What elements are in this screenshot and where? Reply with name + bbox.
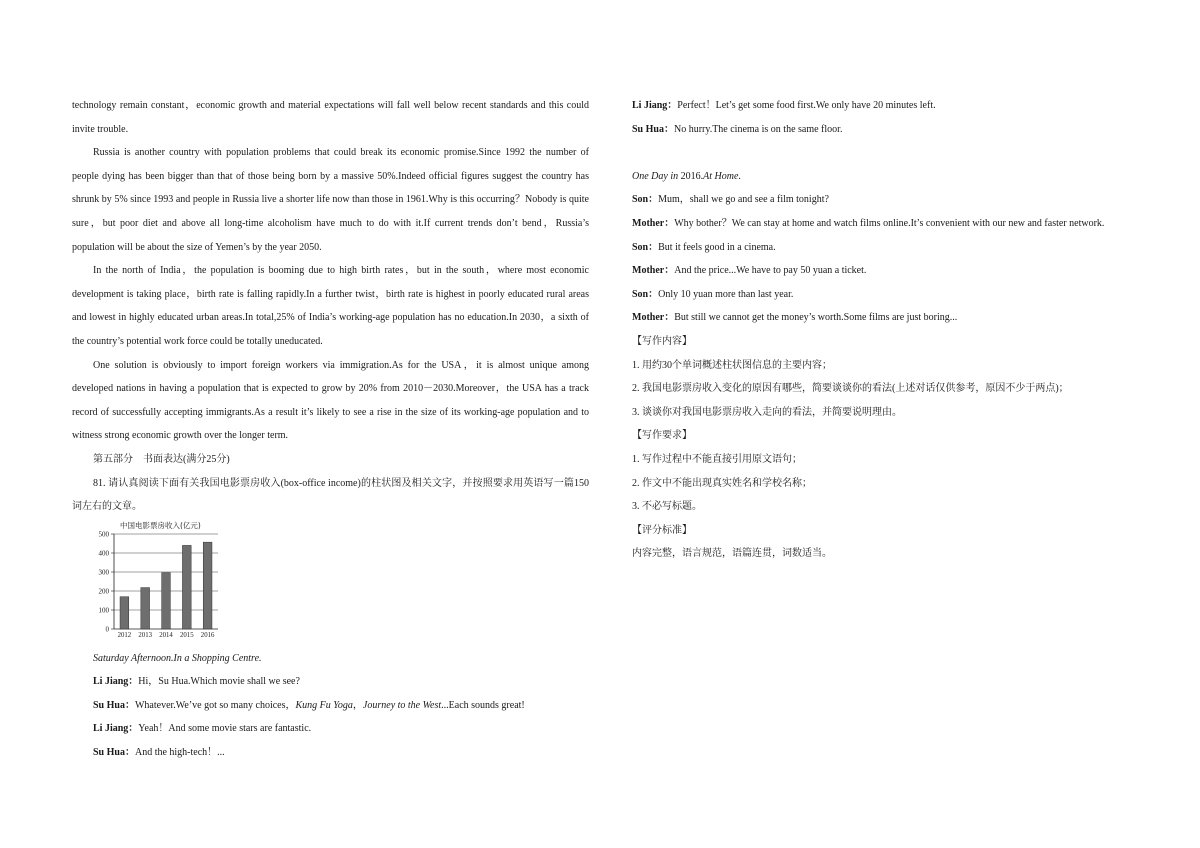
x-tick-label: 2015 <box>180 631 194 639</box>
y-tick-label: 0 <box>105 625 109 634</box>
speaker: Mother： <box>632 217 675 229</box>
film-title: Kung Fu Yoga <box>295 699 353 711</box>
scene-2-end: . <box>738 170 741 182</box>
dialogue-line <box>611 259 1128 283</box>
y-tick-label: 200 <box>98 587 109 596</box>
line-text: ...Each sounds great! <box>441 699 525 711</box>
heading-scoring: 【评分标准】 <box>632 524 692 536</box>
scene-1-text: Saturday Afternoon.In a Shopping Centre. <box>93 652 262 664</box>
scene-2-year: 2016. <box>678 170 704 182</box>
line-text: No hurry.The cinema is on the same floor. <box>673 123 843 135</box>
y-tick-label: 100 <box>98 606 109 615</box>
dialogue-line <box>72 741 589 765</box>
bar-2012 <box>120 596 129 628</box>
requirement-item-3: 3. 不必写标题。 <box>632 501 702 513</box>
scene-heading-1 <box>72 647 589 671</box>
heading-writing-content: 【写作内容】 <box>632 335 692 347</box>
line-text: But still we cannot get the money’s worth.Some films are just boring... <box>674 312 958 324</box>
speaker: Su Hua： <box>632 123 674 135</box>
dialogue-line <box>611 306 1128 330</box>
paragraph-india: In the north of India，the population is booming due to high birth rates，but in the south，where most economic development is taking place，birth rate is falling rapidly.In a further twist，birth rate is highest in poorly educated rural areas and lowest in highly educated urban areas.In total,25% of India’s working-age population has no education.In 2030，a sixth of the country’s potential work force could be totally uneducated. <box>72 265 589 347</box>
bar-2016 <box>203 542 212 629</box>
line-text: Only 10 yuan more than last year. <box>658 288 794 300</box>
paragraph-1: technology remain constant，economic growth and material expectations will fall well below recent standards and this could invite trouble. <box>72 100 589 135</box>
content-item-2: 2. 我国电影票房收入变化的原因有哪些，简要谈谈你的看法(上述对话仅供参考，原因不少于两点)； <box>632 383 1069 395</box>
line-text: Mum，shall we go and see a film tonight? <box>658 194 829 206</box>
x-tick-label: 2012 <box>117 631 132 639</box>
line-text: And the high-tech！... <box>134 747 225 759</box>
speaker: Mother： <box>632 312 675 324</box>
line-text: Perfect！Let’s get some food first.We only have 20 minutes left. <box>677 100 936 111</box>
speaker: Son： <box>632 288 659 300</box>
speaker: Li Jiang： <box>632 100 678 111</box>
line-text: Why bother？We can stay at home and watch films online.It’s convenient with our new and faster network. <box>674 217 1105 229</box>
chart-title: 中国电影票房收入(亿元) <box>120 520 201 530</box>
content-item-1: 1. 用约30个单词概述柱状图信息的主要内容； <box>632 359 832 371</box>
speaker: Mother： <box>632 265 675 277</box>
dialogue-line <box>72 717 589 741</box>
right-column <box>611 94 1128 566</box>
question-81: 81. 请认真阅读下面有关我国电影票房收入(box-office income)的柱状图及相关文字，并按照要求用英语写一篇150词左右的文章。 <box>72 477 589 513</box>
dialogue-line <box>611 236 1128 260</box>
line-text: Whatever.We’ve got so many choices， <box>134 699 296 711</box>
speaker: Su Hua： <box>93 747 135 759</box>
requirement-item-2: 2. 作文中不能出现真实姓名和学校名称； <box>632 477 812 489</box>
speaker: Li Jiang： <box>93 723 139 735</box>
speaker: Son： <box>632 241 659 253</box>
bar-2013 <box>141 587 150 628</box>
scene-heading-2 <box>611 165 1128 189</box>
dialogue-line <box>72 670 589 694</box>
section-heading: 第五部分 书面表达(满分25分) <box>93 453 230 465</box>
line-text: Yeah！And some movie stars are fantastic. <box>138 723 312 735</box>
line-text: Hi，Su Hua.Which movie shall we see? <box>138 676 300 688</box>
bar-chart-svg <box>92 519 252 643</box>
x-tick-label: 2014 <box>159 631 173 639</box>
dialogue-line <box>611 212 1128 236</box>
dialogue-line <box>72 694 589 718</box>
blank-line <box>611 141 1128 165</box>
heading-writing-requirements: 【写作要求】 <box>632 430 692 442</box>
y-tick-label: 500 <box>98 530 109 539</box>
speaker: Son： <box>632 194 659 206</box>
scene-2-text: One Day in <box>632 170 679 182</box>
bar-2015 <box>182 545 191 629</box>
dialogue-line <box>611 118 1128 142</box>
dialogue-line <box>611 283 1128 307</box>
y-tick-label: 300 <box>98 568 109 577</box>
speaker: Li Jiang： <box>93 676 139 688</box>
x-tick-label: 2016 <box>200 631 215 639</box>
paragraph-russia: Russia is another country with population problems that could break its economic promise.Since 1992 the number of people dying has been bigger than that of those being born by a massive 50%.Indeed official figures suggest the country has shrunk by 5% since 1993 and people in Russia live a shorter life now than those in 1961.Why is this occurring？Nobody is quite sure，but poor diet and above all long-time alcoholism have much to do with it.If current trends don’t bend，Russia’s population will be about the size of Yemen’s by the year 2050. <box>72 147 589 253</box>
scoring-text: 内容完整，语言规范，语篇连贯，词数适当。 <box>632 548 832 560</box>
content-item-3: 3. 谈谈你对我国电影票房收入走向的看法，并简要说明理由。 <box>632 406 902 418</box>
dialogue-line <box>611 94 1128 118</box>
speaker: Su Hua： <box>93 699 135 711</box>
separator: ， <box>352 699 363 711</box>
film-title: Journey to the West <box>362 699 442 711</box>
box-office-chart <box>92 519 252 643</box>
scene-2-place: At Home <box>703 170 739 182</box>
paragraph-usa: One solution is obviously to import foreign workers via immigration.As for the USA，it is almost unique among developed nations in having a population that is expected to grow by 20% from 2010－2030.Moreover，the USA has a track record of successfully accepting immigrants.As a result it’s likely to see a rise in the size of its working-age population and to witness strong economic growth over the longer term. <box>72 359 589 442</box>
y-tick-label: 400 <box>98 549 109 558</box>
line-text: And the price...We have to pay 50 yuan a ticket. <box>674 265 867 277</box>
line-text: But it feels good in a cinema. <box>658 241 776 253</box>
requirement-item-1: 1. 写作过程中不能直接引用原文语句； <box>632 453 802 465</box>
x-tick-label: 2013 <box>138 631 152 639</box>
bar-2014 <box>162 572 171 628</box>
dialogue-line <box>611 188 1128 212</box>
left-column <box>72 94 589 765</box>
